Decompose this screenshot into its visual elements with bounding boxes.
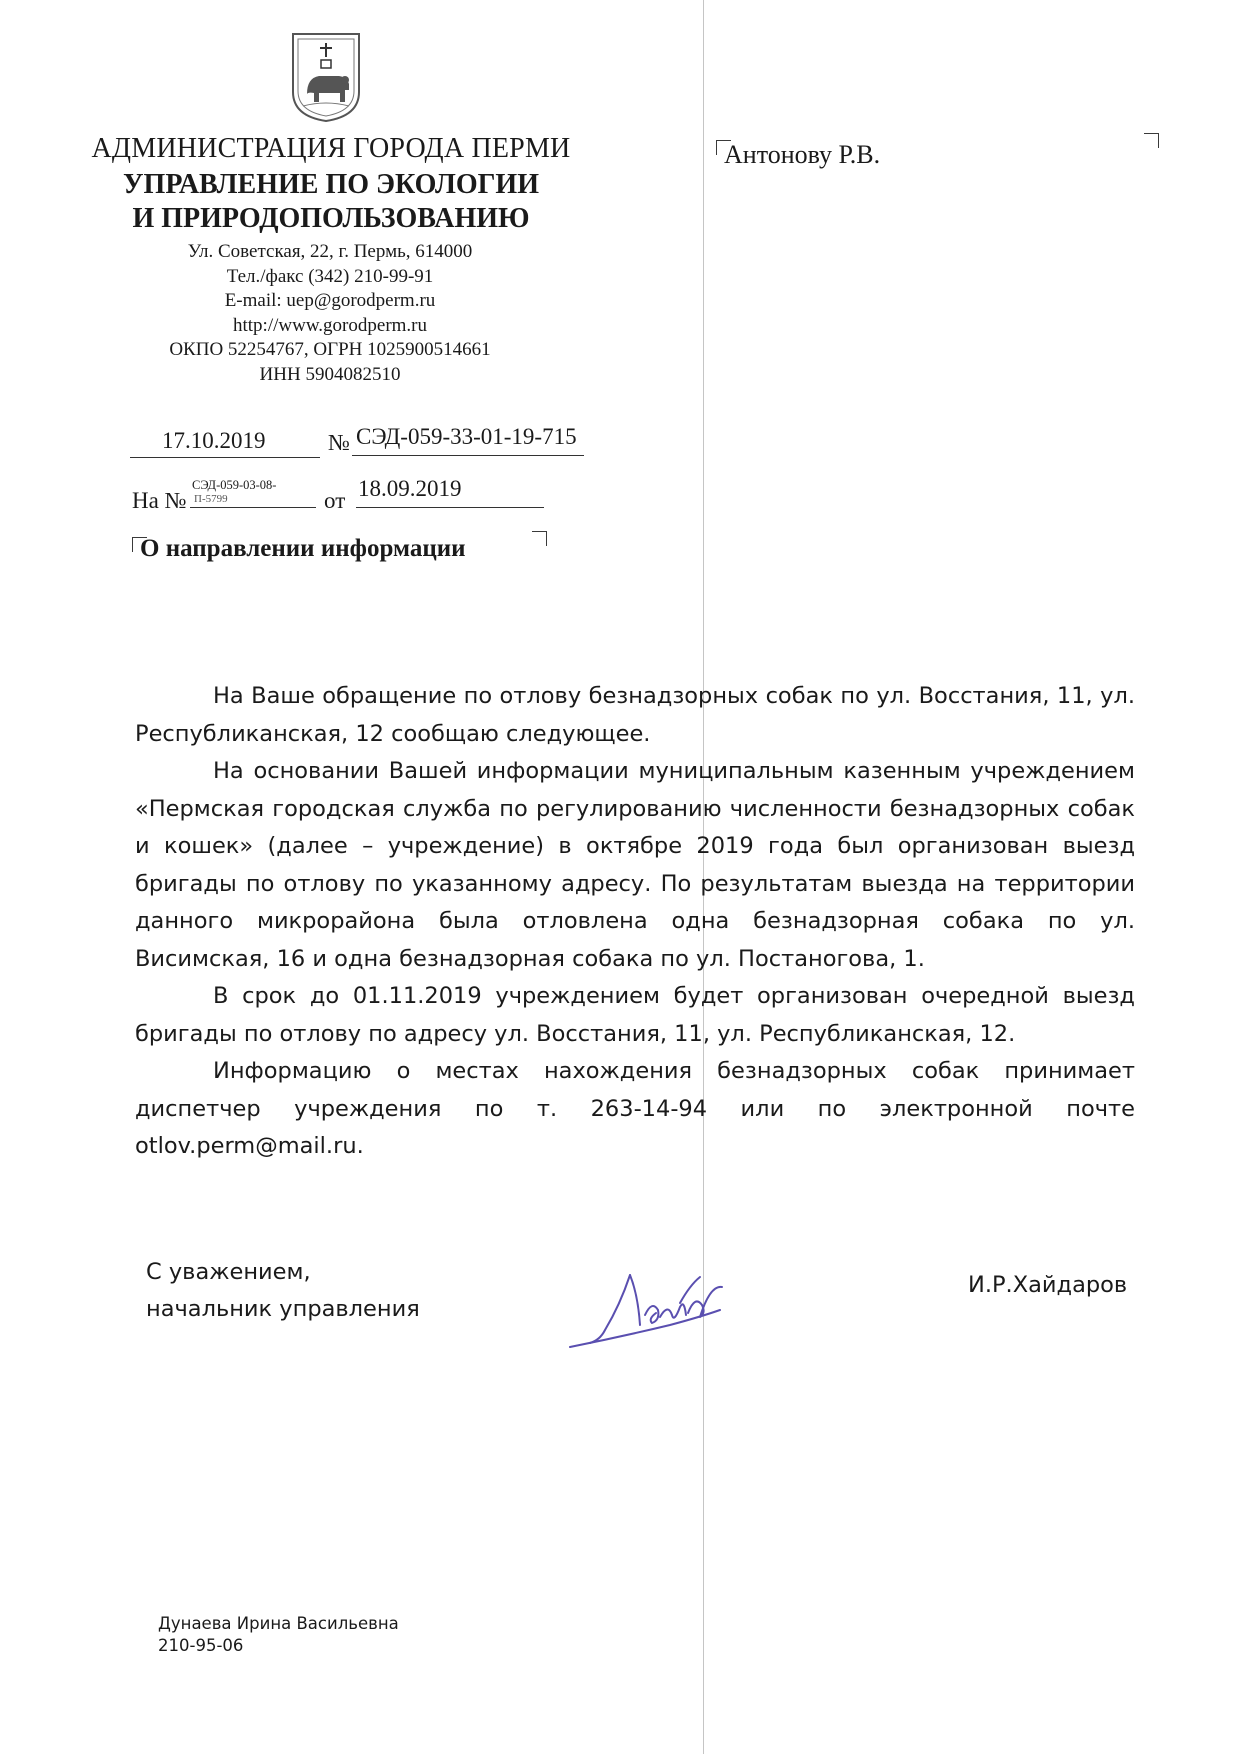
ref-date-field <box>356 476 544 508</box>
handwritten-signature <box>560 1255 760 1355</box>
reg-number: СЭД-059-33-01-19-715 <box>356 424 577 449</box>
closing-block <box>146 1254 420 1328</box>
reg-date-underline <box>130 457 320 458</box>
reg-number-underline <box>352 455 584 456</box>
org-address: Ул. Советская, 22, г. Пермь, 614000 <box>187 241 473 262</box>
recipient-name: Антонову Р.В. <box>724 140 881 169</box>
dept-line-1: УПРАВЛЕНИЕ ПО ЭКОЛОГИИ <box>122 169 539 200</box>
org-email: E-mail: uep@gorodperm.ru <box>224 290 436 311</box>
ref-number-line-2: П-5799 <box>194 493 228 505</box>
executor-phone: 210-95-06 <box>158 1636 244 1655</box>
body-paragraph-3: В срок до 01.11.2019 учреждением будет организован очередной выезд бригады по отлову по адресу ул. Восстания, 11, ул. Республиканская, 12. <box>135 983 1135 1047</box>
ref-number-field <box>190 476 316 508</box>
recipient-corner-right <box>1144 133 1159 148</box>
ref-number-underline <box>190 507 316 508</box>
body-paragraph-2: На основании Вашей информации муниципальным казенным учреждением «Пермская городская служба по регулированию численности безнадзорных собак и кошек» (далее – учреждение) в октябре 2019 года был организован выезд бригады по отлову по указанному адресу. По результатам выезда на территории данного микрорайона была отловлена одна безнадзорная собака по ул. Висимская, 16 и одна безнадзорная собака по ул. Постаногова, 1. <box>135 758 1135 972</box>
org-admin-name: АДМИНИСТРАЦИЯ ГОРОДА ПЕРМИ <box>91 133 571 164</box>
subject-corner-right <box>532 531 547 546</box>
reg-number-field <box>352 424 622 456</box>
ref-date: 18.09.2019 <box>358 476 462 501</box>
ref-from-label: от <box>324 488 346 513</box>
dept-line-2: И ПРИРОДОПОЛЬЗОВАНИЮ <box>132 203 530 234</box>
ref-number-line-1: СЭД-059-03-08- <box>192 478 277 492</box>
org-website: http://www.gorodperm.ru <box>232 314 428 336</box>
ref-date-underline <box>356 507 544 508</box>
closing-position: начальник управления <box>146 1296 420 1322</box>
org-contacts <box>120 240 540 387</box>
reg-date-field <box>130 428 320 458</box>
letter-body <box>135 678 1135 1166</box>
ref-label: На № <box>132 488 187 513</box>
signer-name: И.Р.Хайдаров <box>968 1272 1128 1298</box>
body-paragraph-4: Информацию о местах нахождения безнадзорных собак принимает диспетчер учреждения по т. 263-14-94 или по электронной почте otlov.perm@mail.ru. <box>135 1058 1135 1159</box>
reg-number-label: № <box>328 430 350 455</box>
body-paragraph-1: На Ваше обращение по отлову безнадзорных собак по ул. Восстания, 11, ул. Республиканская, 12 сообщаю следующее. <box>135 683 1135 747</box>
org-inn: ИНН 5904082510 <box>259 363 401 385</box>
org-phone: Тел./факс (342) 210-99-91 <box>226 265 434 287</box>
org-department-name <box>70 168 592 236</box>
org-okpo-ogrn: ОКПО 52254767, ОГРН 1025900514661 <box>169 339 491 360</box>
letter-subject: О направлении информации <box>140 535 466 562</box>
reg-date: 17.10.2019 <box>162 428 266 453</box>
closing-regards: С уважением, <box>146 1259 311 1285</box>
executor-name: Дунаева Ирина Васильевна <box>158 1614 399 1633</box>
perm-coat-of-arms-icon <box>289 30 363 124</box>
executor-block <box>158 1613 399 1657</box>
